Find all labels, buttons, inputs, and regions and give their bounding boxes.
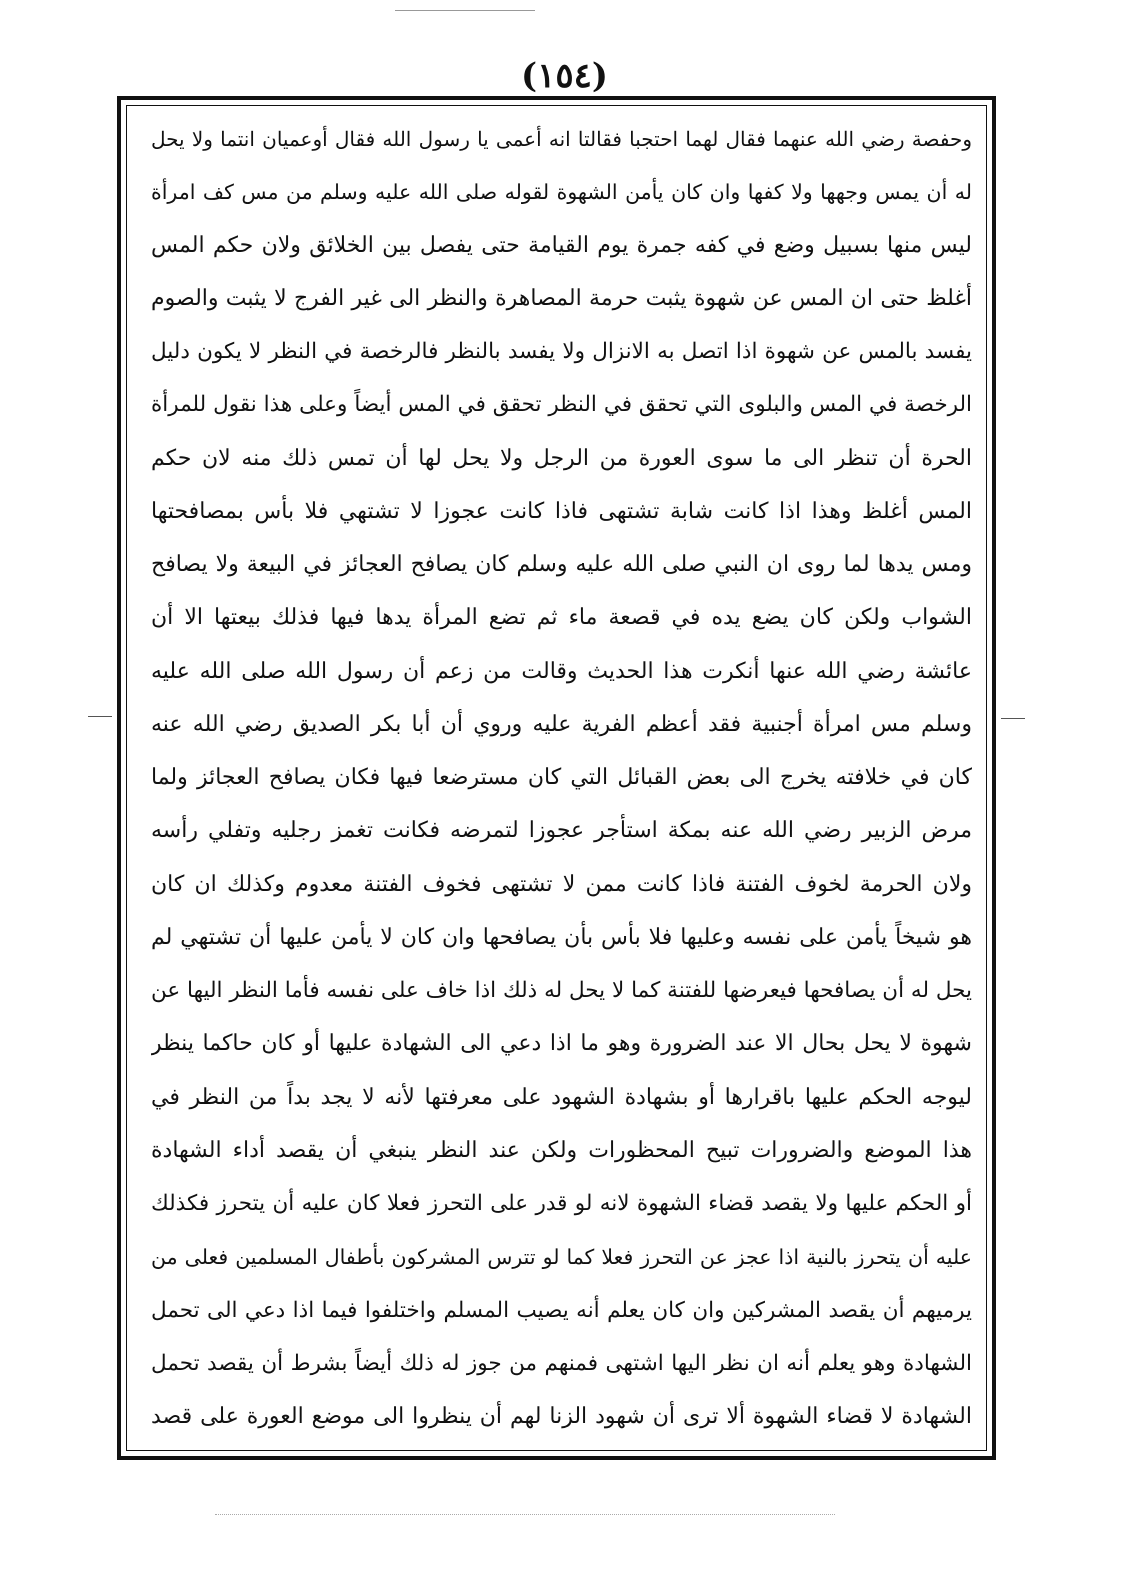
text-line: يحل له أن يصافحها فيعرضها للفتنة كما لا يحل له ذلك اذا خاف على نفسه فأما النظر اليها عن (151, 978, 972, 1003)
text-line: كان في خلافته يخرج الى بعض القبائل التي كان مسترضعا فيها فكان يصافح العجائز ولما (151, 765, 972, 790)
page-frame (117, 96, 996, 1460)
text-line: عليه أن يتحرز بالنية اذا عجز عن التحرز فعلا كما لو تترس المشركون بأطفال المسلمين فعلى من (151, 1245, 972, 1270)
text-line: مرض الزبير رضي الله عنه بمكة استأجر عجوزا لتمرضه فكانت تغمز رجليه وتفلي رأسه (151, 818, 972, 844)
page-frame-inner (126, 105, 987, 1451)
text-line: أغلظ حتى ان المس عن شهوة يثبت حرمة المصاهرة والنظر الى غير الفرج لا يثبت والصوم (151, 285, 972, 311)
margin-mark (1001, 718, 1025, 719)
text-line: الشهادة وهو يعلم أنه ان نظر اليها اشتهى فمنهم من جوز له ذلك أيضاً بشرط أن يقصد تحمل (151, 1350, 972, 1376)
text-line: عائشة رضي الله عنها أنكرت هذا الحديث وقالت من زعم أن رسول الله صلى الله عليه (151, 658, 972, 684)
text-line: الحرة أن تنظر الى ما سوى العورة من الرجل ولا يحل لها أن تمس ذلك منه لان حكم (151, 445, 972, 471)
text-line: له أن يمس وجهها ولا كفها وان كان يأمن الشهوة لقوله صلى الله عليه وسلم من مس كف امرأة (151, 180, 972, 205)
text-line: هذا الموضع والضرورات تبيح المحظورات ولكن عند النظر ينبغي أن يقصد أداء الشهادة (151, 1137, 972, 1163)
text-line: ليس منها بسبيل وضع في كفه جمرة يوم القيامة حتى يفصل بين الخلائق ولان حكم المس (151, 232, 972, 258)
text-line: الرخصة في المس والبلوى التي تحقق في النظر تحقق في المس أيضاً وعلى هذا نقول للمرأة (151, 392, 972, 418)
text-line: ومس يدها لما روى ان النبي صلى الله عليه وسلم كان يصافح العجائز في البيعة ولا يصافح (151, 552, 972, 577)
text-line: ليوجه الحكم عليها باقرارها أو بشهادة الشهود على معرفتها لأنه لا يجد بداً من النظر في (151, 1084, 972, 1110)
margin-mark (88, 716, 112, 717)
text-line: أو الحكم عليها ولا يقصد قضاء الشهوة لانه لو قدر على التحرز فعلا كان عليه أن يتحرز فكذلك (151, 1191, 972, 1216)
bottom-rule (215, 1514, 835, 1515)
text-line: شهوة لا يحل بحال الا عند الضرورة وهو ما اذا دعي الى الشهادة عليها أو كان حاكما ينظر (151, 1031, 972, 1057)
text-line: يفسد بالمس عن شهوة اذا اتصل به الانزال ولا يفسد بالنظر فالرخصة في النظر لا يكون دليل (151, 339, 972, 364)
text-line: الشهادة لا قضاء الشهوة ألا ترى أن شهود الزنا لهم أن ينظروا الى موضع العورة على قصد (151, 1404, 972, 1429)
page-number: (١٥٤) (521, 56, 608, 96)
top-rule (395, 10, 535, 11)
text-line: وحفصة رضي الله عنهما فقال لهما احتجبا فقالتا انه أعمى يا رسول الله فقال أوعميان انتما ولا يحل (151, 127, 972, 151)
text-line: ولان الحرمة لخوف الفتنة فاذا كانت ممن لا تشتهى فخوف الفتنة معدوم وكذلك ان كان (151, 871, 972, 897)
text-block (151, 120, 972, 1436)
text-line: وسلم مس امرأة أجنبية فقد أعظم الفرية عليه وروي أن أبا بكر الصديق رضي الله عنه (151, 711, 972, 737)
text-line: هو شيخاً يأمن على نفسه وعليها فلا بأس بأن يصافحها وان كان لا يأمن عليها أن تشتهي لم (151, 924, 972, 950)
text-line: الشواب ولكن كان يضع يده في قصعة ماء ثم تضع المرأة يدها فيها فذلك بيعتها الا أن (151, 605, 972, 631)
text-line: يرميهم أن يقصد المشركين وان كان يعلم أنه يصيب المسلم واختلفوا فيما اذا دعي الى تحمل (151, 1297, 972, 1323)
text-line: المس أغلظ وهذا اذا كانت شابة تشتهى فاذا كانت عجوزا لا تشتهي فلا بأس بمصافحتها (151, 498, 972, 524)
